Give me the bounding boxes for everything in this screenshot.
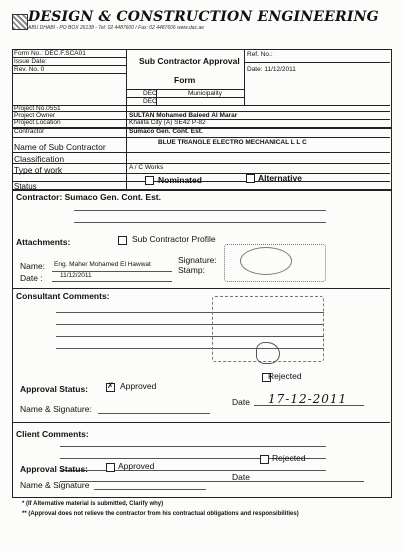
stamp-label: Stamp: [178, 265, 205, 275]
consultant-approved-label: Approved [120, 381, 157, 391]
contractor-date-label: Date : [20, 273, 43, 283]
consultant-approval-label: Approval Status: [20, 384, 89, 394]
signature-label: Signature: [178, 255, 217, 265]
alternative-label: Alternative [258, 173, 302, 183]
form-title-line2: Form [174, 75, 196, 85]
footnote-1: * (If Alternative material is submitted, Clarify why) [22, 501, 164, 507]
municipality-cell: Municipality [188, 90, 222, 97]
issue-date: Issue Date: [14, 58, 47, 65]
subcontractor-profile-label: Sub Contractor Profile [132, 234, 216, 244]
revision-number: Rev. No. 0 [14, 66, 45, 73]
type-of-work-label: Type of work [14, 165, 63, 175]
classification-label: Classification [14, 154, 65, 164]
client-rejected-label: Rejected [272, 453, 306, 463]
contractor-signature-scribble [240, 247, 292, 275]
consultant-rejected-label: Rejected [268, 371, 302, 381]
subcontractor-profile-checkbox[interactable] [118, 236, 127, 245]
client-approved-checkbox[interactable] [106, 463, 115, 472]
subcontractor-name-label: Name of Sub Contractor [14, 142, 106, 152]
company-name: DESIGN & CONSTRUCTION ENGINEERING [28, 9, 379, 25]
project-owner-label: Project Owner [14, 112, 56, 119]
attachments-label: Attachments: [16, 237, 71, 247]
subcontractor-name-value: BLUE TRIANGLE ELECTRO MECHANICAL L L C [158, 139, 307, 146]
contractor-name-label: Name: [20, 261, 46, 271]
form-title-line1: Sub Contractor Approval [139, 56, 240, 66]
form-date: Date: 11/12/2011 [247, 66, 296, 73]
client-rejected-checkbox[interactable] [260, 455, 269, 464]
nominated-label: Nominated [158, 175, 202, 185]
client-approved-label: Approved [118, 461, 155, 471]
footnote-2: ** (Approval does not relieve the contractor from his contractual obligations and responsibilities) [22, 511, 299, 517]
consultant-date-label: Date [232, 397, 250, 407]
company-location-line: ABU DHABI - PO BOX 26138 - Tel: 02 4487600 / Fax: 02 4487606 www.dac.ae [28, 25, 205, 31]
consultant-section-heading: Consultant Comments: [16, 291, 110, 301]
contractor-date-value: 11/12/2011 [60, 272, 92, 279]
dec-cell-2: DEC [143, 98, 157, 105]
consultant-date-value: 17-12-2011 [268, 392, 348, 406]
consultant-approved-checkbox[interactable] [106, 383, 115, 392]
consultant-signature-scribble [256, 342, 280, 364]
contractor-section-heading: Contractor: Sumaco Gen. Cont. Est. [16, 192, 161, 202]
status-label: Status [14, 182, 37, 191]
project-owner-value: SULTAN Mohamed Baleed Al Marar [129, 112, 238, 119]
type-of-work-value: A / C Works [129, 164, 164, 171]
company-logo [12, 14, 28, 30]
client-date-label: Date [232, 472, 250, 482]
consultant-name-signature-label: Name & Signature: [20, 404, 92, 414]
nominated-checkbox[interactable] [145, 176, 154, 185]
contractor-value: Sumaco Gen. Cont. Est. [129, 128, 203, 135]
reference-number: Ref. No.: [247, 51, 273, 58]
dec-cell-1: DEC [143, 90, 157, 97]
client-approval-label: Approval Status: [20, 464, 89, 474]
project-number: Project No.0551 [14, 105, 61, 112]
project-location-label: Project Location [14, 119, 61, 126]
form-number: Form No.: DEC.F.SCA01 [14, 50, 86, 57]
contractor-label: Contractor [14, 128, 45, 135]
client-section-heading: Client Comments: [16, 429, 89, 439]
contractor-name-value: Eng. Maher Mohamed El Hawwat [54, 261, 151, 268]
client-name-signature-label: Name & Signature [20, 480, 90, 490]
alternative-checkbox[interactable] [246, 174, 255, 183]
check-mark-icon: ✗ [107, 381, 114, 390]
project-location-value: Khalifa City (A) SE42 P-82 [129, 119, 206, 126]
